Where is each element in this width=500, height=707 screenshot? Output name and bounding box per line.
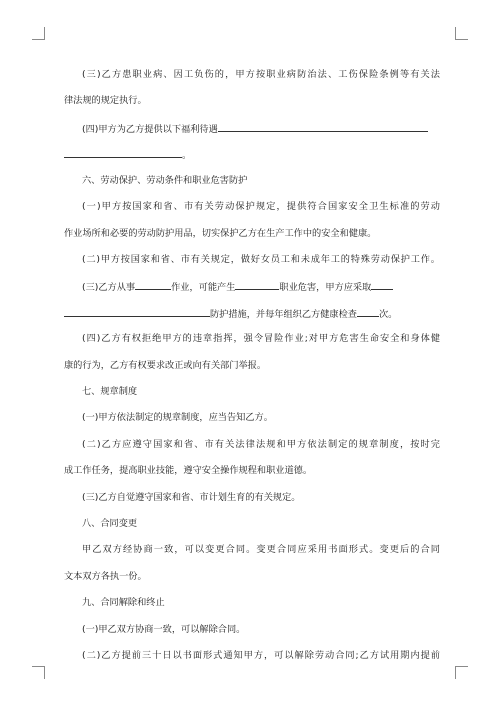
paragraph-line: (二)乙方提前三十日以书面形式通知甲方，可以解除劳动合同;乙方试用期内提前 <box>82 650 440 661</box>
paragraph-line <box>64 307 440 321</box>
text-segment: 次。 <box>379 309 398 320</box>
fill-blank <box>235 280 279 290</box>
section-heading: 六、劳动保护、劳动条件和职业危害防护 <box>82 175 248 186</box>
paragraph-line: (一)甲乙双方协商一致，可以解除合同。 <box>82 624 246 635</box>
paragraph-line: (三)乙方自觉遵守国家和省、市计划生育的有关规定。 <box>82 492 301 503</box>
fill-blank <box>135 280 171 290</box>
paragraph-line: (一)甲方按国家和省、市有关劳动保护规定，提供符合国家安全卫生标准的劳动 <box>82 201 440 212</box>
paragraph-line: (三)乙方患职业病、因工负伤的，甲方按职业病防治法、工伤保险条例等有关法 <box>82 69 440 80</box>
paragraph-line: (二)甲方按国家和省、市有关规定，做好女员工和未成年工的特殊劳动保护工作。 <box>82 254 440 265</box>
crop-mark-top-right <box>455 27 468 40</box>
crop-mark-bottom-left <box>32 666 45 679</box>
text-segment: 职业危害，甲方应采取 <box>279 282 372 293</box>
paragraph-line: 作业场所和必要的劳动防护用品，切实保护乙方在生产工作中的安全和健康。 <box>64 228 377 239</box>
text-segment: 。 <box>182 150 192 161</box>
crop-mark-top-left <box>32 27 45 40</box>
paragraph-line <box>64 148 440 162</box>
fill-blank <box>218 122 428 132</box>
paragraph-line: 律法规的规定执行。 <box>64 95 147 106</box>
fill-blank <box>64 148 182 158</box>
paragraph-line <box>82 280 440 294</box>
crop-mark-bottom-right <box>455 666 468 679</box>
paragraph-line: (一)甲方依法制定的规章制度，应当告知乙方。 <box>82 412 273 423</box>
text-segment: 防护措施，并每年组织乙方健康检查 <box>210 309 357 320</box>
text-segment: (四)甲方为乙方提供以下福利待遇 <box>82 124 218 135</box>
text-segment: (三)乙方从事 <box>82 282 136 293</box>
paragraph-line: 甲乙双方经协商一致，可以变更合同。变更合同应采用书面形式。变更后的合同 <box>82 544 440 555</box>
paragraph-line: (二)乙方应遵守国家和省、市有关法律法规和甲方依法制定的规章制度，按时完 <box>82 439 440 450</box>
paragraph-line: 康的行为，乙方有权要求改正或向有关部门举报。 <box>64 360 267 371</box>
paragraph-line: 成工作任务，提高职业技能，遵守安全操作规程和职业道德。 <box>64 465 313 476</box>
section-heading: 七、规章制度 <box>82 386 138 397</box>
section-heading: 八、合同变更 <box>82 518 138 529</box>
section-heading: 九、合同解除和终止 <box>82 597 165 608</box>
fill-blank <box>357 307 379 317</box>
paragraph-line <box>82 122 440 136</box>
fill-blank <box>64 307 210 317</box>
paragraph-line: 文本双方各执一份。 <box>64 571 147 582</box>
fill-blank <box>371 280 393 290</box>
paragraph-line: (四)乙方有权拒绝甲方的违章指挥，强令冒险作业;对甲方危害生命安全和身体健 <box>82 333 440 344</box>
text-segment: 作业，可能产生 <box>171 282 236 293</box>
